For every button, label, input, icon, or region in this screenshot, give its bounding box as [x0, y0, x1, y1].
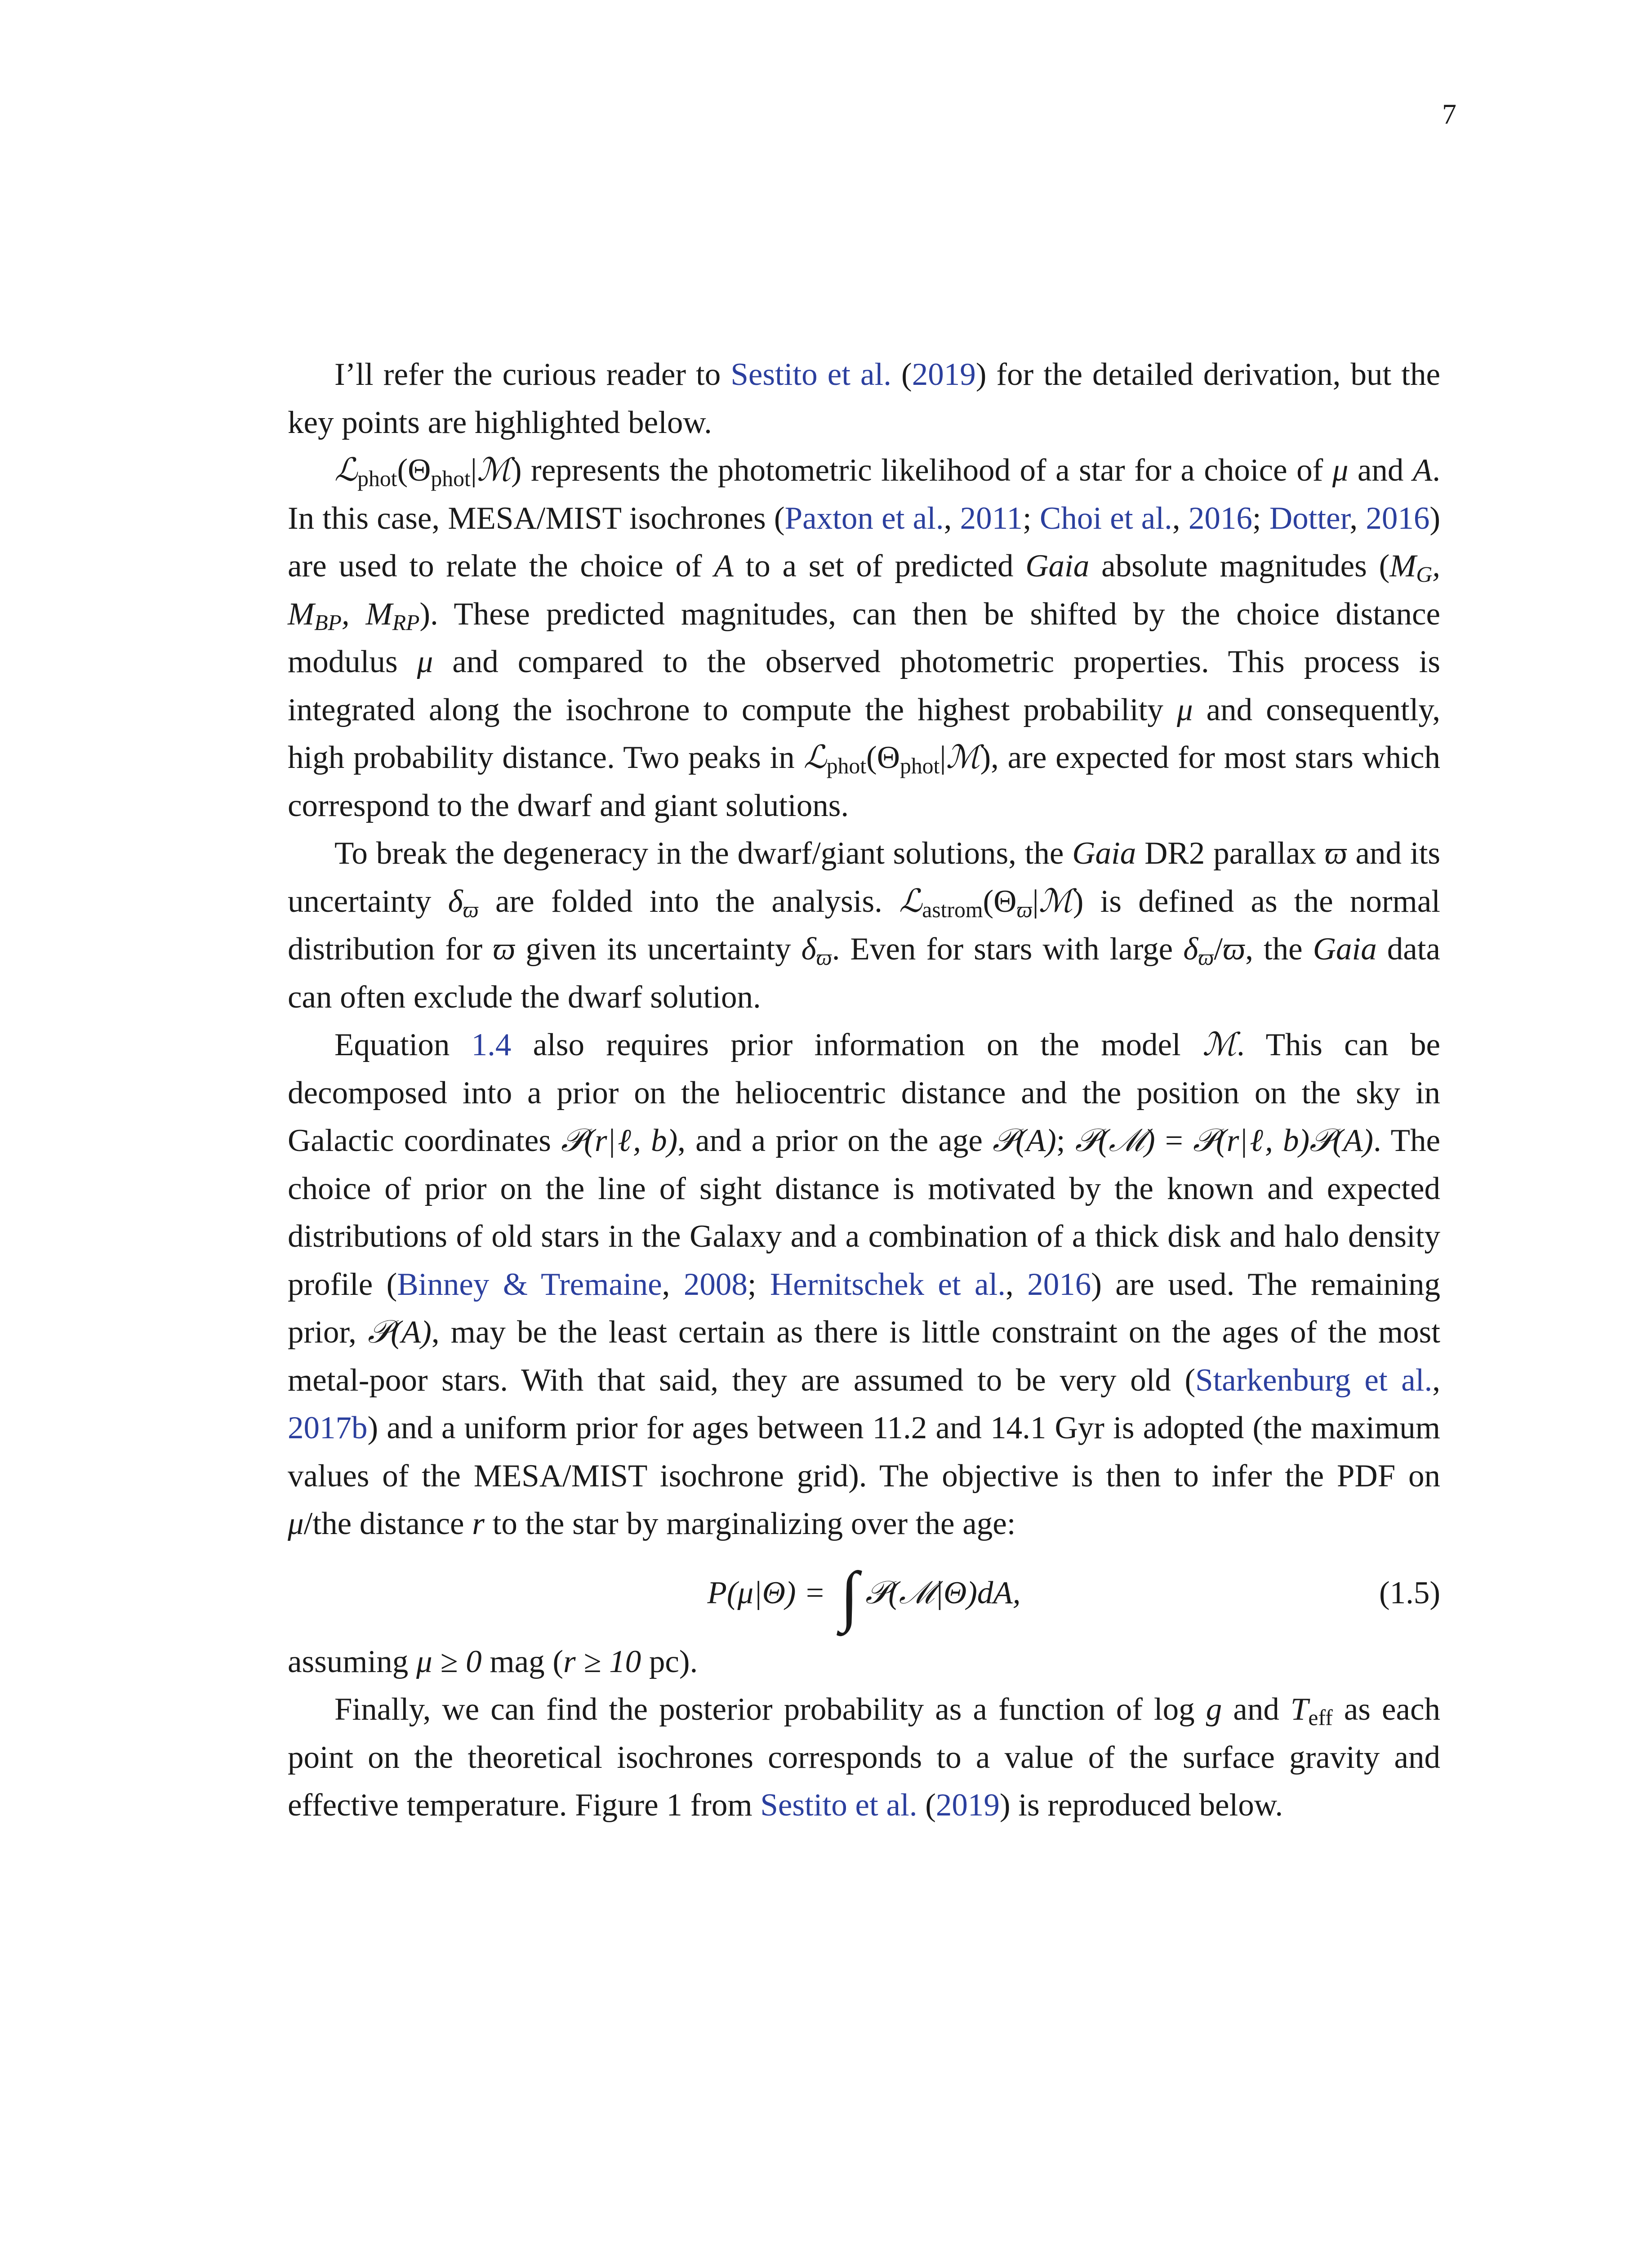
math-inline: $ℒ_{phot}(\Theta_{phot}|ℳ)$ [803, 740, 991, 779]
citation-year-link[interactable]: 2011 [960, 500, 1023, 536]
math-inline: 𝒫(r|ℓ, b) [561, 1123, 678, 1158]
math-inline: $M_G$, $M_{BP}$, $M_{RP}$ [288, 549, 1441, 635]
citation-link[interactable]: Hernitschek et al. [770, 1267, 1006, 1302]
citation-year-link[interactable]: 2016 [1366, 500, 1430, 536]
citation-link[interactable]: Sestito et al. [760, 1788, 917, 1823]
body-text [288, 351, 1440, 1829]
paragraph-5: assuming μ ≥ 0 mag (r ≥ 10 pc). [288, 1644, 698, 1679]
equation-lhs: P(μ|Θ) = [707, 1575, 833, 1610]
math-inline: $\delta_ϖ$ [801, 932, 832, 970]
math-inline: 𝒫(A) [367, 1315, 432, 1350]
citation-year-link[interactable]: 2016 [1027, 1267, 1091, 1302]
math-inline: 𝒫(A) [992, 1123, 1056, 1158]
equation-number: (1.5) [1379, 1575, 1440, 1610]
citation-link[interactable]: Dotter [1269, 500, 1350, 536]
citation-link[interactable]: Choi et al. [1039, 500, 1172, 536]
equation-reference-link[interactable]: 1.4 [471, 1027, 512, 1062]
citation-link[interactable]: Starkenburg et al. [1195, 1362, 1433, 1398]
paragraph-4: Equation 1.4 also requires prior information on the model ℳ. This can be decomposed into a prior on the heliocentric distance and the position on the sky in Galactic coordinates 𝒫(r|ℓ, b), and a prior on the age 𝒫(A); 𝒫(ℳ) = 𝒫(r|ℓ, b)𝒫(A). The choice of prior on the line of sight distance is motivated by the known and expected distributions of old stars in the Galaxy and a combination of a thick disk and halo density profile (Binney & Tremaine, 2008; Hernitschek et al., 2016) are used. The remaining prior, 𝒫(A), may be the least certain as there is little constraint on the ages of the most metal-poor stars. With that said, they are assumed to be very old (Starkenburg et al., 2017b) and a uniform prior for ages between 11.2 and 14.1 Gyr is adopted (the maximum values of the MESA/MIST isochrone grid). The objective is then to infer the PDF on μ/the distance r to the star by marginalizing over the age: [288, 1027, 1441, 1541]
page-number: 7 [1442, 98, 1456, 130]
math-inline: $ℒ_{phot}(\Theta_{phot}|ℳ)$ [334, 453, 522, 491]
equation-1-5 [288, 1548, 1440, 1638]
math-inline: $\delta_ϖ$ [448, 883, 479, 922]
citation-year-link[interactable]: 2019 [912, 357, 976, 392]
math-inline: $ℒ_{astrom}(\Theta_ϖ|ℳ)$ [899, 883, 1084, 922]
paragraph-2: $ℒ_{phot}(\Theta_{phot}|ℳ)$ represents the photometric likelihood of a star for a choice of μ and A. In this case, MESA/MIST isochrones (Paxton et al., 2011; Choi et al., 2016; Dotter, 2016) are used to relate the choice of A to a set of predicted Gaia absolute magnitudes ($M_G$, $M_{BP}$, $M_{RP}$). These predicted magnitudes, can then be shifted by the choice distance modulus μ and compared to the observed photometric properties. This process is integrated along the isochrone to compute the highest probability μ and consequently, high probability distance. Two peaks in $ℒ_{phot}(\Theta_{phot}|ℳ)$, are expected for most stars which correspond to the dwarf and giant solutions. [288, 453, 1441, 823]
citation-year-link[interactable]: 2019 [935, 1788, 1000, 1823]
citation-year-link[interactable]: 2016 [1188, 500, 1252, 536]
citation-link[interactable]: Sestito et al. [730, 357, 891, 392]
citation-year-link[interactable]: 2017b [288, 1410, 368, 1445]
paragraph-1: I’ll refer the curious reader to Sestito et al. (2019) for the detailed derivation, but the key points are highlighted below. [288, 357, 1440, 440]
integral-sign: ∫ [840, 1558, 859, 1633]
math-inline: $T_{eff}$ [1290, 1692, 1333, 1731]
citation-link[interactable]: Paxton et al. [784, 500, 944, 536]
citation-year-link[interactable]: 2008 [683, 1267, 748, 1302]
citation-link[interactable]: Binney & Tremaine [397, 1267, 662, 1302]
paragraph-3: To break the degeneracy in the dwarf/giant solutions, the Gaia DR2 parallax ϖ and its uncertainty $\delta_ϖ$ are folded into the analysis. $ℒ_{astrom}(\Theta_ϖ|ℳ)$ is defined as the normal distribution for ϖ given its uncertainty $\delta_ϖ$. Even for stars with large $\delta_ϖ/ϖ$, the Gaia data can often exclude the dwarf solution. [288, 836, 1440, 1015]
math-inline: $\delta_ϖ/ϖ$ [1183, 932, 1246, 970]
equation-rhs: 𝒫(ℳ|Θ)dA, [865, 1575, 1021, 1610]
math-inline: 𝒫(ℳ) = 𝒫(r|ℓ, b)𝒫(A) [1075, 1123, 1374, 1158]
paragraph-6: Finally, we can find the posterior probability as a function of log g and $T_{eff}$ as each point on the theoretical isochrones corresponds to a value of the surface gravity and effective temperature. Figure 1 from Sestito et al. (2019) is reproduced below. [288, 1692, 1440, 1823]
